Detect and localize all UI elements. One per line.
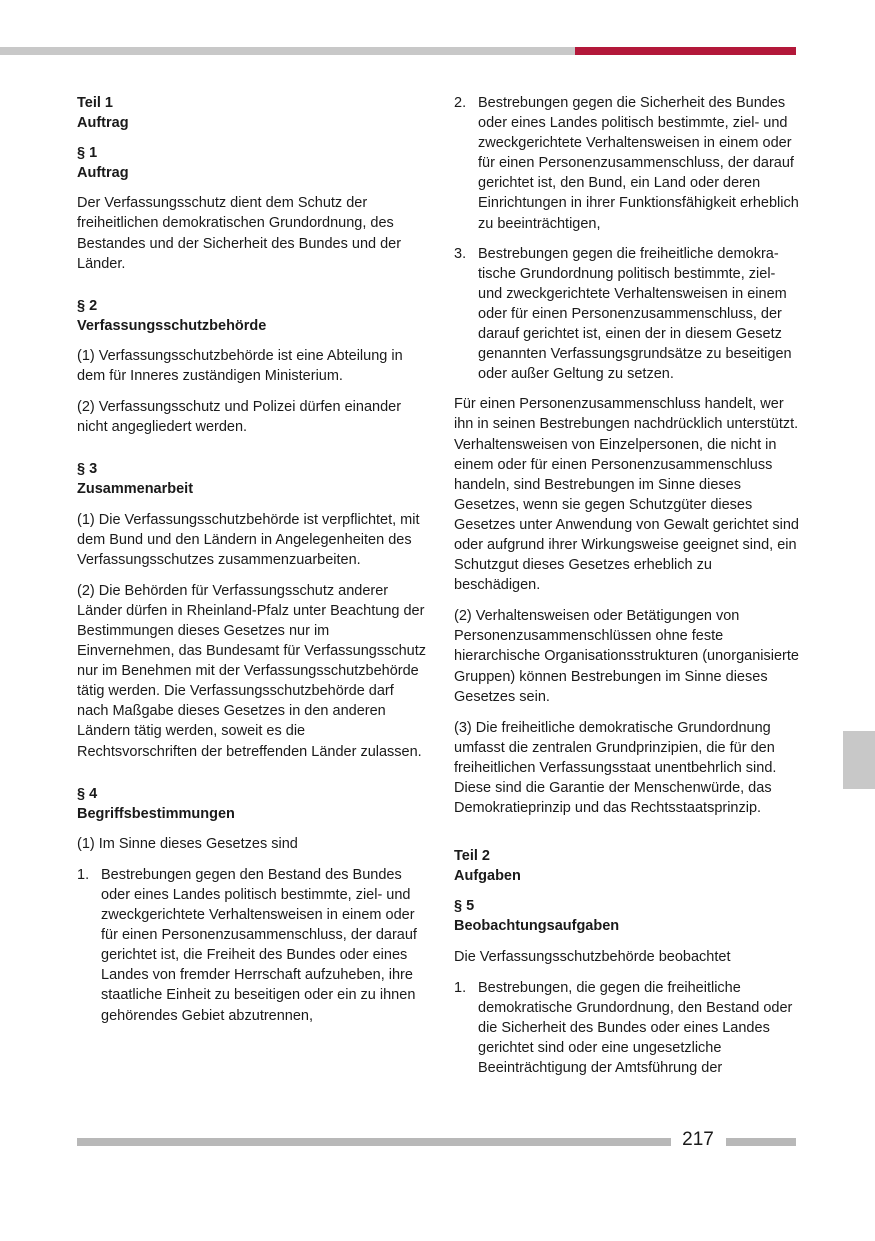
section4-paragraph-3: (3) Die freiheitliche demokratische Grundordnung umfasst die zentralen Grundprinzipien, die für den freiheitlichen Verfassungsstaat unentbehrlich sind. Diese sind die Garantie der Menschenwürde, das Demokratieprinzip und das Rechtsstaatsprinzip. bbox=[454, 719, 777, 817]
section2-heading bbox=[77, 296, 427, 336]
section1-text: Der Verfassungsschutz dient dem Schutz der freiheitlichen demokratischen Grundordnung, des Bestandes und der Sicherheit des Bundes und der Länder. bbox=[77, 195, 402, 272]
chapter-tab-marker bbox=[843, 731, 875, 789]
teil1-label: Teil 1 bbox=[77, 95, 113, 111]
teil2-heading bbox=[454, 846, 799, 886]
list-item-number: 1. bbox=[77, 866, 90, 883]
footer-rule-right bbox=[726, 1138, 796, 1146]
section5-heading bbox=[454, 896, 799, 936]
section4-intro: (1) Im Sinne dieses Gesetzes sind bbox=[77, 835, 298, 852]
section3-label: § 3 bbox=[77, 461, 98, 478]
section3-paragraph-2: (2) Die Behörden für Verfassungsschutz anderer Länder dürfen in Rheinland-Pfalz unter Beachtung der Bestimmungen dieses Gesetzes nur im Einvernehmen, das Bundesamt für Verfassungsschutz nur im Benehmen mit der Verfassungsschutzbehörde tätig werden. Die Verfassungsschutzbehörde darf nach Maßgabe dieses Gesetzes in den anderen Ländern tätig werden, soweit es die Rechtsvorschriften der betreffenden Länder zulassen. bbox=[77, 582, 426, 760]
right-column bbox=[454, 93, 799, 1088]
header-rule-accent bbox=[575, 47, 796, 55]
section3-paragraph-1: (1) Die Verfassungsschutzbehörde ist verpflichtet, mit dem Bund und den Ländern in Angelegenheiten des Verfassungsschutzes zusammenzuarbeiten. bbox=[77, 511, 420, 568]
teil1-title: Auftrag bbox=[77, 115, 129, 132]
section1-heading bbox=[77, 143, 427, 183]
header-rule-grey bbox=[0, 47, 575, 55]
list-item-text: Bestrebungen, die gegen die freiheitliche demokratische Grundordnung, den Bestand oder die Sicherheit des Bundes oder eines Landes gerichtet sind oder eine ungesetzliche Beeinträchtigung der Amtsführung der bbox=[478, 979, 793, 1077]
section4-list bbox=[77, 865, 427, 1026]
page-number: 217 bbox=[682, 1129, 714, 1150]
list-item bbox=[454, 244, 799, 385]
section4-list-continued bbox=[454, 93, 799, 384]
list-item bbox=[454, 93, 799, 234]
teil2-label: Teil 2 bbox=[454, 848, 490, 865]
left-column bbox=[77, 93, 427, 1036]
section2-label: § 2 bbox=[77, 297, 98, 314]
teil2-title: Aufgaben bbox=[454, 868, 521, 885]
teil1-heading bbox=[77, 93, 427, 133]
list-item bbox=[77, 865, 427, 1026]
list-item-number: 3. bbox=[454, 245, 467, 262]
section5-intro: Die Verfassungsschutzbehörde beobachtet bbox=[454, 948, 731, 965]
section5-label: § 5 bbox=[454, 898, 475, 915]
section3-title: Zusammenarbeit bbox=[77, 481, 194, 498]
section2-paragraph-1: (1) Verfassungsschutzbehörde ist eine Abteilung in dem für Inneres zuständigen Ministerium. bbox=[77, 347, 403, 385]
section5-list bbox=[454, 978, 799, 1078]
section1-label: § 1 bbox=[77, 145, 98, 162]
section4-heading bbox=[77, 784, 427, 824]
list-item-text: Bestrebungen gegen die freiheitliche demokratische Grundordnung politisch bestimmte, ziel- und zweckgerichtete Verhaltensweisen in einem oder für einen Personenzusammenschluss, der darauf gerichtet ist, einen der in diesem Gesetz genannten Verfassungsgrundsätze zu beseitigen oder außer Geltung zu setzen. bbox=[478, 245, 792, 383]
section4-title: Begriffsbestimmungen bbox=[77, 805, 235, 822]
section1-title: Auftrag bbox=[77, 165, 129, 182]
list-item-text: Bestrebungen gegen den Bestand des Bundes oder eines Landes politisch bestimmte, ziel- und zweckgerichtete Verhaltensweisen in einem oder für einen Personenzusammenschluss, der darauf gerichtet ist, die Freiheit des Bundes oder eines Landes von fremder Herrschaft aufzuheben, ihre staatliche Einheit zu beseitigen oder ein zu ihnen gehörendes Gebiet abzutrennen, bbox=[101, 866, 417, 1024]
list-item-number: 2. bbox=[454, 95, 467, 111]
footer-rule-left bbox=[77, 1138, 671, 1146]
section2-paragraph-2: (2) Verfassungsschutz und Polizei dürfen einander nicht angegliedert werden. bbox=[77, 399, 402, 436]
list-item-text: Bestrebungen gegen die Sicherheit des Bundes oder eines Landes politisch bestimmte, ziel- und zweckgerichtete Verhaltensweisen in einem oder für einen Personenzusammenschluss, der darauf gerichtet ist, den Bund, ein Land oder deren Einrichtungen in ihrer Funktionsfähigkeit erheblich zu beeinträchtigen, bbox=[478, 95, 799, 232]
section5-title: Beobachtungsaufgaben bbox=[454, 918, 620, 935]
list-item bbox=[454, 978, 799, 1078]
list-item-number: 1. bbox=[454, 979, 467, 996]
section3-heading bbox=[77, 459, 427, 499]
section4-label: § 4 bbox=[77, 785, 98, 802]
section2-title: Verfassungsschutzbehörde bbox=[77, 317, 267, 334]
section4-personen-paragraph: Für einen Personenzusammenschluss handelt, wer ihn in seinen Bestrebungen nachdrücklich unterstützt. Verhaltensweisen von Einzelpersonen, die nicht in einem oder für einen Personenzusammenschluss handeln, sind Bestrebungen im Sinne dieses Gesetzes, wenn sie gegen Schutzgüter dieses Gesetzes unter Anwendung von Gewalt gerichtet sind oder aufgrund ihrer Wirkungsweise geeignet sind, ein Schutzgut dieses Gesetzes erheblich zu beschädigen. bbox=[454, 396, 799, 594]
section4-paragraph-2: (2) Verhaltensweisen oder Betätigungen von Personenzusammenschlüssen ohne feste hierarchische Organisationsstrukturen (unorganisierte Gruppen) können Bestrebungen im Sinne dieses Gesetzes sein. bbox=[454, 608, 799, 705]
